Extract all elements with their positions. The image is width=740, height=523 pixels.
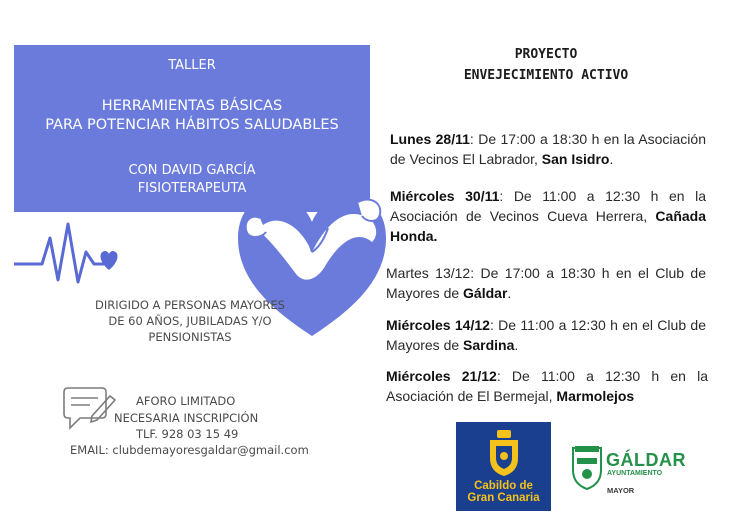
workshop-label: TALLER [168,58,216,73]
event-day: Miércoles 14/12 [386,317,490,333]
cabildo-line1: Cabildo de [474,480,533,492]
galdar-mayor: MAYOR [607,486,635,495]
event-text: : De 11:00 a 12:30 h en la Asociación de Vecinos Cueva Herrera, [390,188,706,224]
presenter-name: CON DAVID GARCÍA [128,163,256,178]
galdar-sub: AYUNTAMIENTO [607,470,663,477]
event-day: Lunes 28/11 [390,131,470,147]
event-day: Miércoles 30/11 [390,188,500,204]
heartbeat-icon [14,212,124,294]
document-pen-icon [62,384,118,432]
cabildo-line2: Gran Canaria [467,492,540,504]
cabildo-name [456,480,551,504]
cabildo-logo [456,422,551,511]
event-day: Miércoles 21/12 [386,368,497,384]
workshop-title [14,97,370,135]
schedule-item [390,186,706,246]
project-line2: ENVEJECIMIENTO ACTIVO [463,68,629,83]
audience-line1: DIRIGIDO A PERSONAS MAYORES [95,298,285,312]
event-text: : De 17:00 a 18:30 h en el Club de Mayores de [386,265,706,301]
event-text: : De 11:00 a 12:30 h en el Club de Mayores de [386,317,706,353]
workshop-title-line2: PARA POTENCIAR HÁBITOS SALUDABLES [45,117,339,133]
audience-line2: DE 60 AÑOS, JUBILADAS Y/O [108,314,272,328]
galdar-name: GÁLDAR [606,450,686,470]
project-line1: PROYECTO [514,47,578,62]
phone-text: TLF. 928 03 15 49 [136,427,239,441]
schedule-item [386,315,706,355]
galdar-shield-icon [571,442,603,490]
event-text: : De 17:00 a 18:30 h en la Asociación de Vecinos El Labrador, [390,131,706,167]
audience-line3: PENSIONISTAS [148,330,232,344]
email-link[interactable]: EMAIL: clubdemayoresgaldar@gmail.com [70,443,309,457]
event-day: Martes 13/12 [386,265,471,281]
event-place: Sardina [463,337,515,353]
event-end: . [507,285,512,301]
event-place: San Isidro [541,151,610,167]
project-title [420,44,672,86]
capacity-text: AFORO LIMITADO [136,394,236,408]
workshop-title-line1: HERRAMIENTAS BÁSICAS [101,98,283,114]
presenter-role: FISIOTERAPEUTA [137,181,247,196]
registration-text: NECESARIA INSCRIPCIÓN [114,411,259,425]
schedule-item [390,129,706,169]
crest-icon [484,428,524,478]
event-end: . [514,337,519,353]
event-place: Gáldar [463,285,508,301]
event-end: . [609,151,614,167]
schedule-item [386,366,708,406]
event-text: : De 11:00 a 12:30 h en la Asociación de El Bermejal, [386,368,708,404]
schedule-item [386,263,706,303]
event-place: Cañada Honda. [390,208,706,244]
audience-text [60,297,320,345]
event-place: Marmolejos [556,388,635,404]
